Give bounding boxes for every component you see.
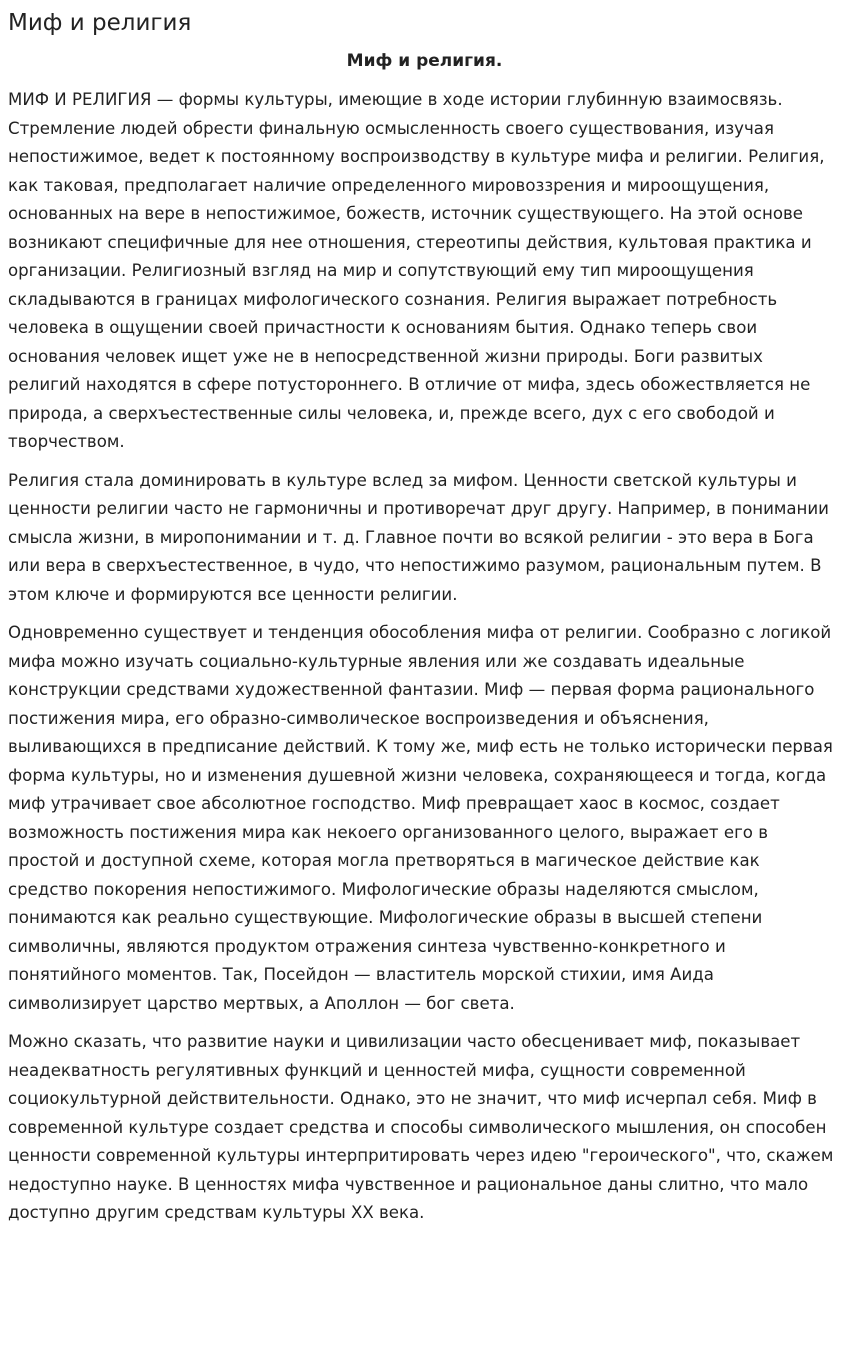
- article-paragraph-3: Одновременно существует и тенденция обособления мифа от религии. Сообразно с логикой мифа можно изучать социально-культурные явления или же создавать идеальные конструкции средствами художественной фантазии. Миф — первая форма рационального постижения мира, его образно-символическое воспроизведения и объяснения, выливающихся в предписание действий. К тому же, миф есть не только исторически первая форма культуры, но и изменения душевной жизни человека, сохраняющееся и тогда, когда миф утрачивает свое абсолютное господство. Миф превращает хаос в космос, создает возможность постижения мира как некоего организованного целого, выражает его в простой и доступной схеме, которая могла претворяться в магическое действие как средство покорения непостижимого. Мифологические образы наделяются смыслом, понимаются как реально существующие. Мифологические образы в высшей степени символичны, являются продуктом отражения синтеза чувственно-конкретного и понятийного моментов. Так, Посейдон — властитель морской стихии, имя Аида символизирует царство мертвых, а Аполлон — бог света.: [8, 623, 833, 1013]
- article: [8, 50, 839, 1228]
- article-paragraph-1: МИФ И РЕЛИГИЯ — формы культуры, имеющие в ходе истории глубинную взаимосвязь. Стремление людей обрести финальную осмысленность своего существования, изучая непостижимое, ведет к постоянному воспроизводству в культуре мифа и религии. Религия, как таковая, предполагает наличие определенного мировоззрения и мироощущения, основанных на вере в непостижимое, божеств, источник существующего. На этой основе возникают специфичные для нее отношения, стереотипы действия, культовая практика и организации. Религиозный взгляд на мир и сопутствующий ему тип мироощущения складываются в границах мифологического сознания. Религия выражает потребность человека в ощущении своей причастности к основаниям бытия. Однако теперь свои основания человек ищет уже не в непосредственной жизни природы. Боги развитых религий находятся в сфере потустороннего. В отличие от мифа, здесь обожествляется не природа, а сверхъестественные силы человека, и, прежде всего, дух с его свободой и творчеством.: [8, 90, 825, 451]
- page-title: Миф и религия: [8, 10, 192, 36]
- article-title: Миф и религия.: [346, 51, 503, 71]
- article-paragraph-4: Можно сказать, что развитие науки и цивилизации часто обесценивает миф, показывает неадекватность регулятивных функций и ценностей мифа, сущности современной социокультурной действительности. Однако, это не значит, что миф исчерпал себя. Миф в современной культуре создает средства и способы символического мышления, он способен ценности современной культуры интерпритировать через идею "героического", что, скажем недоступно науке. В ценностях мифа чувственное и рациональное даны слитно, что мало доступно другим средствам культуры XX века.: [8, 1032, 834, 1222]
- article-paragraph-2: Религия стала доминировать в культуре вслед за мифом. Ценности светской культуры и ценности религии часто не гармоничны и противоречат друг другу. Например, в понимании смысла жизни, в миропонимании и т. д. Главное почти во всякой религии - это вера в Бога или вера в сверхъестественное, в чудо, что непостижимо разумом, рациональным путем. В этом ключе и формируются все ценности религии.: [8, 470, 829, 604]
